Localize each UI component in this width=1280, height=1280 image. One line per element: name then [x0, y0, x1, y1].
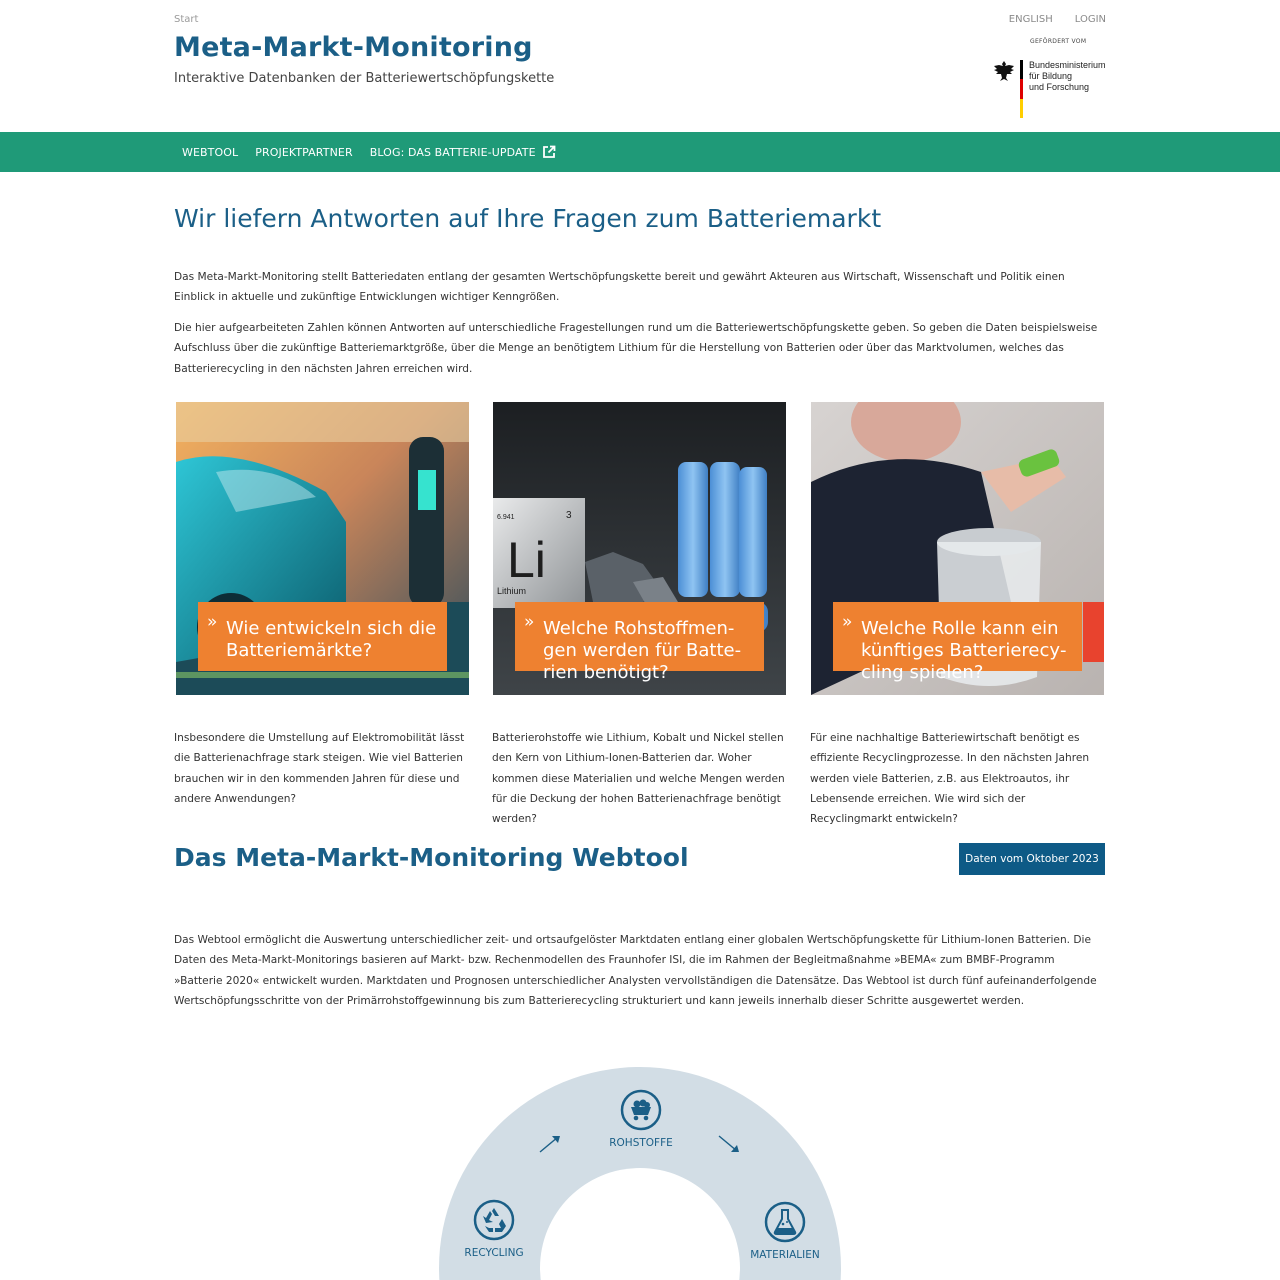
arrow-up-right-icon [537, 1133, 563, 1155]
card-raw-materials[interactable] [493, 402, 786, 695]
chevron-right-icon: » [842, 612, 853, 632]
card-label[interactable] [198, 602, 447, 671]
card-label[interactable] [833, 602, 1082, 683]
card-battery-markets[interactable] [176, 402, 469, 695]
arrow-down-right-icon [716, 1133, 742, 1155]
data-date-badge[interactable]: Daten vom Oktober 2023 [959, 843, 1105, 875]
card-recycling[interactable] [811, 402, 1104, 695]
site-title[interactable]: Meta-Markt-Monitoring [174, 32, 533, 63]
external-link-icon [542, 145, 556, 159]
nav-item-projektpartner[interactable] [255, 146, 352, 159]
main-nav [0, 132, 1280, 172]
element-symbol: Li [507, 532, 546, 588]
step-rohstoffe[interactable] [586, 1089, 696, 1149]
nav-item-webtool[interactable] [182, 146, 238, 159]
card-label[interactable] [515, 602, 764, 683]
element-number: 3 [566, 510, 572, 521]
nav-item-label: PROJEKTPARTNER [255, 145, 353, 159]
element-mass: 6.941 [497, 514, 515, 521]
flask-icon [764, 1201, 806, 1243]
sponsor-name: Bundesministerium für Bildung und Forschung [1029, 60, 1106, 92]
top-links [1009, 14, 1106, 25]
page-headline: Wir liefern Antworten auf Ihre Fragen zum Batteriemarkt [174, 204, 882, 233]
chevron-right-icon: » [207, 612, 218, 632]
flag-stripe-gold [1020, 99, 1023, 118]
intro-paragraph: Die hier aufgearbeiteten Zahlen können Antworten auf unterschiedliche Fragestellungen rund um die Batteriewertschöpfungskette geben. So geben die Daten beispielsweise Aufschluss über die zukünftige Batteriemarktgröße, über die Menge an benötigtem Lithium für die Herstellung von Batterien oder über das Marktvolumen, welches das Batterierecycling in den nächsten Jahren erreichen wird. [174, 322, 1098, 375]
webtool-section-title: Das Meta-Markt-Monitoring Webtool [174, 843, 689, 872]
card-description: Batterierohstoffe wie Lithium, Kobalt und Nickel stellen den Kern von Lithium-Ionen-Batterien dar. Woher kommen diese Materialien und welche Mengen werden für die Deckung der hohen Batterienachfrage benötigt werden? [492, 732, 785, 826]
nav-item-label: WEBTOOL [182, 145, 239, 159]
mine-cart-icon [620, 1089, 662, 1131]
card-label-text: Welche Rolle kann ein künftiges Batterierecycling spielen? [861, 618, 1067, 683]
chevron-right-icon: » [524, 612, 535, 632]
card-label-text: Wie entwickeln sich die Batteriemärkte? [226, 618, 437, 661]
flag-stripe-black [1020, 60, 1023, 79]
step-materialien[interactable] [730, 1201, 840, 1261]
step-label: RECYCLING [464, 1247, 524, 1259]
login-link[interactable]: LOGIN [1074, 14, 1106, 25]
flag-stripe-red [1020, 79, 1023, 98]
card-label-text: Welche Rohstoffmengen werden für Batterien benötigt? [543, 618, 742, 683]
recycle-icon [473, 1199, 515, 1241]
step-label: MATERIALIEN [750, 1249, 820, 1261]
element-name: Lithium [497, 586, 527, 596]
flag-stripe [1020, 60, 1023, 118]
sponsor-logo[interactable] [990, 36, 1110, 122]
eagle-icon [992, 60, 1016, 82]
breadcrumb[interactable]: Start [174, 14, 199, 25]
webtool-description: Das Webtool ermöglicht die Auswertung unterschiedlicher zeit- und ortsaufgelöster Marktdaten entlang einer globalen Wertschöpfungskette für Lithium-Ionen Batterien. Die Daten des Meta-Markt-Monitorings basieren auf Markt- bzw. Rechenmodellen des Fraunhofer ISI, die im Rahmen der Begleitmaßnahme »BEMA« zum BMBF-Programm »Batterie 2020« entwickelt wurden. Marktdaten und Prognosen unterschiedlicher Analysten vervollständigen die Datensätze. Das Webtool ist durch fünf aufeinanderfolgende Wertschöpfungsschritte von der Primärrohstoffgewinnung bis zum Batterierecycling strukturiert und kann jeweils innerhalb dieser Schritte ausgewertet werden. [174, 934, 1097, 1007]
step-recycling[interactable] [439, 1199, 549, 1259]
card-description: Für eine nachhaltige Batteriewirtschaft benötigt es effiziente Recyclingprozesse. In den nächsten Jahren werden viele Batterien, z.B. aus Elektroautos, ihr Lebensende erreichen. Wie wird sich der Recyclingmarkt entwickeln? [810, 732, 1090, 826]
nav-item-blog[interactable] [370, 145, 556, 159]
language-english-link[interactable]: ENGLISH [1008, 14, 1053, 25]
nav-item-label: BLOG: DAS BATTERIE-UPDATE [369, 145, 536, 159]
card-description: Insbesondere die Umstellung auf Elektromobilität lässt die Batterienachfrage stark steigen. Wie viel Batterien brauchen wir in den kommenden Jahren für diese und andere Anwendungen? [174, 732, 465, 805]
intro-paragraph: Das Meta-Markt-Monitoring stellt Batteriedaten entlang der gesamten Wertschöpfungskette bereit und gewährt Akteuren aus Wirtschaft, Wissenschaft und Politik einen Einblick in aktuelle und zukünftige Entwicklungen wichtiger Kenngrößen. [174, 271, 1065, 304]
sponsor-kicker: GEFÖRDERT VOM [1030, 38, 1087, 45]
site-subtitle: Interaktive Datenbanken der Batteriewertschöpfungskette [174, 71, 555, 86]
step-label: ROHSTOFFE [609, 1137, 673, 1149]
